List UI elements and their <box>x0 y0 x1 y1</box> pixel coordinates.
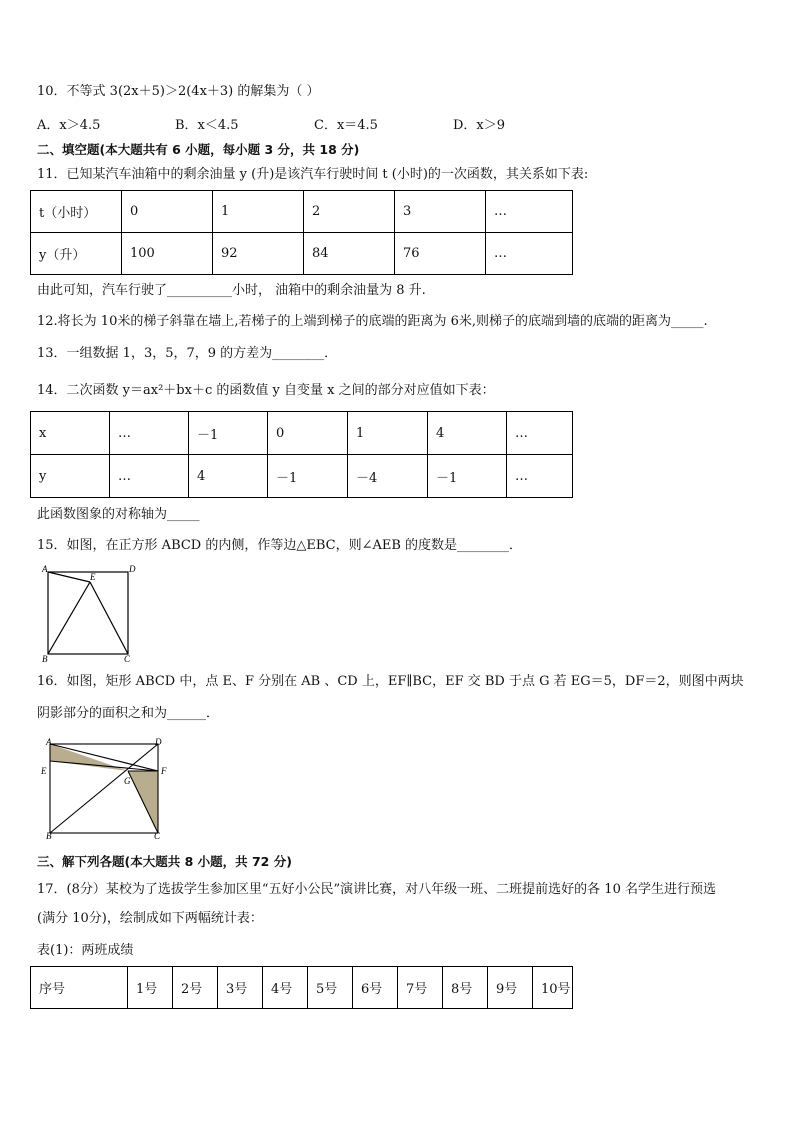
table-cell: … <box>507 455 573 498</box>
table-cell: t（小时） <box>31 191 122 233</box>
table-cell: 0 <box>268 412 348 455</box>
table-cell: 92 <box>213 233 304 275</box>
table-cell: 5号 <box>308 967 353 1009</box>
table-cell: 7号 <box>398 967 443 1009</box>
table-row <box>31 191 573 233</box>
table-cell: … <box>486 233 573 275</box>
table-cell: －1 <box>428 455 507 498</box>
q14-table <box>30 411 573 498</box>
label-b: B <box>42 654 48 664</box>
label-g: G <box>124 776 131 786</box>
q16-text-line1: 16．如图，矩形 ABCD 中，点 E、F 分别在 AB 、CD 上，EF∥BC，EF 交 BD 于点 G 若 EG＝5，DF＝2，则图中两块 <box>37 674 744 689</box>
table-cell: 3号 <box>218 967 263 1009</box>
q17-table-caption: 表(1)：两班成绩 <box>37 943 134 958</box>
q11-table <box>30 190 573 275</box>
q10-text: 10．不等式 3(2x＋5)＞2(4x＋3) 的解集为（ ） <box>37 84 320 99</box>
table-cell: －1 <box>189 412 268 455</box>
table-cell: 84 <box>304 233 395 275</box>
q17-text-line2: (满分 10分)，绘制成如下两幅统计表： <box>37 911 263 926</box>
q16-text-line2: 阴影部分的面积之和为______． <box>37 706 220 721</box>
table-cell: 10号 <box>533 967 573 1009</box>
label-c: C <box>154 831 161 840</box>
q14-text: 14．二次函数 y＝ax²＋bx＋c 的函数值 y 自变量 x 之间的部分对应值如下表： <box>37 383 495 398</box>
table-row <box>31 967 573 1009</box>
label-a: A <box>42 564 48 574</box>
table-cell: 4号 <box>263 967 308 1009</box>
q10-option-d: D．x＞9 <box>453 118 506 133</box>
table-cell: y <box>31 455 110 498</box>
label-f: F <box>161 766 167 776</box>
q17-text-line1: 17．(8分）某校为了选拔学生参加区里“五好小公民”演讲比赛，对八年级一班、二班提前选好的各 10 名学生进行预选 <box>37 882 716 897</box>
table-cell: 4 <box>428 412 507 455</box>
table-cell: … <box>110 412 189 455</box>
q10-option-b: B．x＜4.5 <box>175 118 239 133</box>
table-cell: －1 <box>268 455 348 498</box>
table-cell: 1 <box>213 191 304 233</box>
q11-text: 11．已知某汽车油箱中的剩余油量 y (升)是该汽车行驶时间 t (小时)的一次函数，其关系如下表: <box>37 167 589 182</box>
table-cell: 序号 <box>31 967 128 1009</box>
table-cell: 1号 <box>128 967 173 1009</box>
table-cell: y（升） <box>31 233 122 275</box>
table-cell: 9号 <box>488 967 533 1009</box>
table-cell: 3 <box>395 191 486 233</box>
table-row <box>31 412 573 455</box>
q13-text: 13．一组数据 1，3，5，7，9 的方差为________． <box>37 346 338 361</box>
section-2-heading: 二、填空题(本大题共有 6 小题，每小题 3 分，共 18 分) <box>37 142 360 157</box>
table-cell: x <box>31 412 110 455</box>
table-row <box>31 455 573 498</box>
label-a: A <box>46 737 52 747</box>
label-c: C <box>124 654 131 664</box>
q15-text: 15．如图，在正方形 ABCD 的内侧，作等边△EBC，则∠AEB 的度数是________． <box>37 538 523 553</box>
label-e: E <box>90 572 96 582</box>
q12-text: 12.将长为 10米的梯子斜靠在墙上,若梯子的上端到梯子的底端的距离为 6米,则梯子的底端到墙的底端的距离为_____. <box>37 314 708 329</box>
label-d: D <box>155 737 162 747</box>
table-cell: 76 <box>395 233 486 275</box>
q17-table <box>30 966 573 1009</box>
label-e: E <box>41 766 47 776</box>
q16-rectangle-figure <box>38 736 172 840</box>
table-row <box>31 233 573 275</box>
table-cell: 100 <box>122 233 213 275</box>
q15-square-figure <box>38 562 138 664</box>
table-cell: 2号 <box>173 967 218 1009</box>
label-d: D <box>129 564 136 574</box>
label-b: B <box>46 831 52 840</box>
table-cell: 6号 <box>353 967 398 1009</box>
table-cell: 2 <box>304 191 395 233</box>
table-cell: … <box>486 191 573 233</box>
q11-after-text: 由此可知，汽车行驶了__________小时， 油箱中的剩余油量为 8 升. <box>37 283 426 298</box>
table-cell: … <box>507 412 573 455</box>
table-cell: 4 <box>189 455 268 498</box>
table-cell: 1 <box>348 412 428 455</box>
section-3-heading: 三、解下列各题(本大题共 8 小题，共 72 分) <box>37 854 292 869</box>
table-cell: 0 <box>122 191 213 233</box>
q10-option-a: A．x＞4.5 <box>37 118 101 133</box>
table-cell: … <box>110 455 189 498</box>
table-cell: 8号 <box>443 967 488 1009</box>
table-cell: －4 <box>348 455 428 498</box>
q10-option-c: C．x＝4.5 <box>314 118 378 133</box>
q14-after-text: 此函数图象的对称轴为_____ <box>37 507 200 522</box>
